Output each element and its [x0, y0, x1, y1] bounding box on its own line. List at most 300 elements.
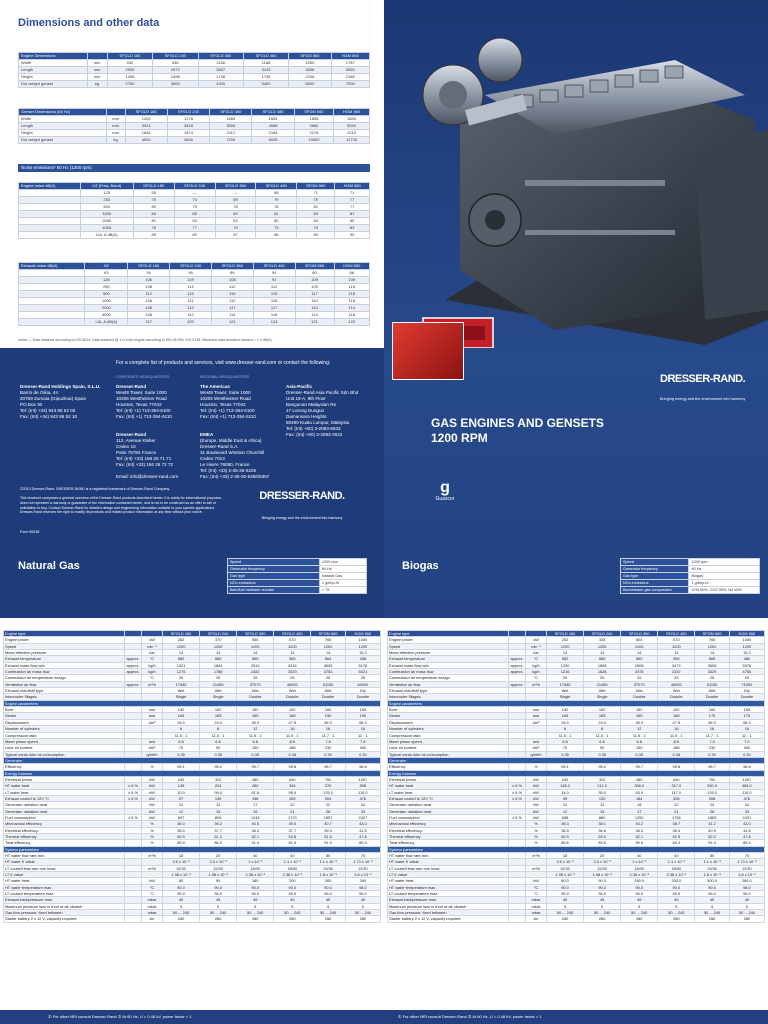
row-tolerance: ± 8 % — [509, 795, 526, 801]
table-cell: 165 — [274, 713, 311, 719]
table-cell: 1.8 x 10⁻³ — [695, 872, 729, 878]
table-cell: SFGLD 480 — [274, 631, 311, 637]
table-cell: 12 : 1 — [345, 732, 380, 738]
table-cell: 39.2 — [200, 821, 237, 827]
table-cell: 1200 — [237, 643, 274, 649]
row-label: Maximum pressure loss in front of air cleaner — [388, 903, 509, 909]
table-cell: 280 — [274, 916, 311, 922]
table-cell: Single — [200, 694, 237, 700]
row-label: Number of cylinders — [4, 726, 125, 732]
table-cell: 400 — [729, 745, 764, 751]
engine-noise-table — [18, 182, 370, 239]
table-cell: 47.8 — [729, 834, 764, 840]
bg-legend-table — [620, 558, 760, 594]
table-cell: 95.1 — [163, 764, 200, 770]
table-cell: 47.8 — [345, 834, 380, 840]
legend-key: Gas type — [621, 573, 689, 580]
table-cell: 14.0 — [547, 789, 584, 795]
table-cell: 71 — [297, 190, 335, 197]
column-header: SFGM 560 — [295, 263, 334, 270]
table-cell: 2.38 x 10⁻³ — [621, 872, 658, 878]
row-unit: kW — [526, 789, 547, 795]
table-cell: 322 — [200, 776, 237, 782]
table-cell: 77 — [174, 225, 215, 232]
contact-line: Fax: (Int) +33) 156 26 72 72 — [116, 462, 174, 467]
table-cell: 185 — [658, 745, 695, 751]
genset-dimensions-table — [18, 108, 370, 144]
row-unit: % — [526, 840, 547, 846]
table-cell: 53.8 — [274, 834, 311, 840]
table-cell: 3837 — [198, 67, 243, 74]
row-unit: kW — [142, 776, 163, 782]
table-cell: 40.9 — [695, 827, 729, 833]
table-cell: 91.9 — [311, 840, 345, 846]
table-cell: 658 — [547, 814, 584, 820]
exhaust-table-wrap — [18, 262, 370, 326]
contact-line[interactable]: Email: info@dresser-rand.com — [116, 474, 179, 479]
table-cell: Dry — [729, 688, 764, 694]
row-tolerance: ± 8 % — [509, 783, 526, 789]
row-unit: °C — [526, 891, 547, 897]
row-label: Displacement — [4, 719, 125, 725]
table-cell: 160 — [695, 707, 729, 713]
table-cell: 51150 — [311, 681, 345, 687]
table-cell: 400 — [345, 745, 380, 751]
table-cell: Wet — [584, 688, 621, 694]
table-cell: 190 — [311, 713, 345, 719]
table-cell: 0.35 — [274, 751, 311, 757]
table-cell: 304 — [311, 795, 345, 801]
table-cell — [19, 291, 85, 298]
table-row — [19, 123, 370, 130]
table-cell: 2210 — [334, 130, 370, 137]
table-cell: 18.0 — [547, 719, 584, 725]
table-cell: 152 — [658, 707, 695, 713]
row-tolerance: approx. — [509, 662, 526, 668]
table-cell: 55.0 — [658, 891, 695, 897]
table-cell: 390.0 — [695, 783, 729, 789]
table-cell: 55.0 — [621, 891, 658, 897]
table-cell: mm — [87, 60, 107, 67]
table-cell: 15.3 — [345, 650, 380, 656]
row-unit: kg/h — [526, 669, 547, 675]
column-header: SFGLD 360 — [198, 53, 243, 60]
table-cell: 14 — [621, 650, 658, 656]
table-cell: SFGM 560 — [311, 631, 345, 637]
section-label: Engine parameters — [4, 700, 381, 706]
table-cell: 55.0 — [584, 891, 621, 897]
contact-line: Fax: (Int) +1) 713-354-6110 — [200, 414, 256, 419]
natural-gas-page — [0, 618, 384, 1024]
row-unit: mm — [142, 707, 163, 713]
row-label: Total efficiency — [4, 840, 125, 846]
table-cell: 55.0 — [237, 891, 274, 897]
table-cell: Width — [19, 60, 88, 67]
row-label: Mechanical efficiency — [388, 821, 509, 827]
table-cell: 1458 — [107, 74, 152, 81]
row-unit: mm — [142, 713, 163, 719]
row-unit: kg/h — [526, 662, 547, 668]
table-cell: 78 — [133, 225, 174, 232]
table-row — [19, 232, 370, 239]
table-cell: 61.8 — [237, 789, 274, 795]
table-row — [19, 312, 370, 319]
row-label: Exhaust mass flow wet — [388, 662, 509, 668]
contact-line: Bangunan Malaysian Re — [286, 402, 337, 407]
row-label: Speed — [4, 643, 125, 649]
table-cell: 1040 — [729, 637, 764, 643]
table-cell: 50 ... 240 — [584, 910, 621, 916]
table-cell: 152 — [621, 707, 658, 713]
table-row — [19, 197, 370, 204]
table-cell: 1458 — [153, 74, 198, 81]
table-cell: 12/30 — [345, 865, 380, 871]
table-cell: 55.0 — [200, 891, 237, 897]
table-cell: 880 — [584, 814, 621, 820]
table-cell: 95.8 — [274, 764, 311, 770]
table-cell: 95.1 — [547, 764, 584, 770]
table-cell: 22 — [658, 802, 695, 808]
table-cell: 90.0 — [584, 878, 621, 884]
table-cell: 480 — [729, 656, 764, 662]
row-label: Typical mean lube oil consumption — [388, 751, 509, 757]
table-cell: 1874 — [167, 130, 209, 137]
row-unit: bar — [526, 650, 547, 656]
section-label: Energy balance — [388, 770, 765, 776]
table-cell: 2000 — [85, 305, 128, 312]
table-cell: 90 — [335, 232, 370, 239]
table-cell: 15 — [547, 853, 584, 859]
table-cell: 90.0 — [547, 884, 584, 890]
legend-row — [228, 573, 367, 580]
table-cell: 1684 — [252, 116, 294, 123]
table-cell: 12 — [163, 808, 200, 814]
row-tolerance — [509, 916, 526, 922]
table-cell: 45 — [311, 897, 345, 903]
table-cell: 50 ... 240 — [729, 910, 764, 916]
table-cell: 118 — [253, 312, 295, 319]
column-header: SFGLD 360 — [211, 263, 253, 270]
table-cell: 35.9 — [621, 719, 658, 725]
table-cell: 18/30 — [274, 865, 311, 871]
table-cell: 52.1 — [237, 834, 274, 840]
row-unit: mbar — [142, 897, 163, 903]
table-cell: 1.98 x 10⁻³ — [163, 872, 200, 878]
row-label: Combustion air temperature design — [388, 675, 509, 681]
table-cell: 280 — [345, 878, 380, 884]
table-cell: 476 — [729, 795, 764, 801]
table-cell: 40 — [658, 853, 695, 859]
table-cell: 946 — [153, 60, 198, 67]
table-cell: 90.0 — [584, 884, 621, 890]
table-cell: 1787 — [331, 60, 370, 67]
table-cell: 99 — [547, 795, 584, 801]
table-cell: 180.0 — [621, 878, 658, 884]
table-cell: 240 — [163, 776, 200, 782]
table-cell: 12 — [621, 726, 658, 732]
table-cell: 33 — [729, 808, 764, 814]
table-cell: 1040 — [345, 637, 380, 643]
table-cell: 56.3 — [695, 719, 729, 725]
table-cell: 78 — [215, 204, 256, 211]
table-cell: 0.35 — [163, 751, 200, 757]
table-cell: 14 — [163, 650, 200, 656]
table-cell: 0.30 — [729, 751, 764, 757]
row-unit: kW — [142, 878, 163, 884]
guascor-block — [430, 480, 460, 502]
cover-tagline: Bringing energy and the environment into harmony — [660, 397, 746, 401]
table-cell: 300 — [311, 878, 345, 884]
table-cell: 55.0 — [274, 891, 311, 897]
table-cell: 19 — [237, 808, 274, 814]
table-cell: Single — [547, 694, 584, 700]
legend-key: Biomethane gas composition — [621, 587, 689, 594]
table-cell: 765 — [695, 637, 729, 643]
table-cell: 18/30 — [237, 865, 274, 871]
table-cell: 120 — [170, 319, 212, 326]
engine-dimensions-table — [18, 52, 370, 88]
table-cell: 90.0 — [274, 884, 311, 890]
table-cell: 2178 — [294, 130, 333, 137]
table-cell: 91 — [253, 277, 295, 284]
table-cell: 232 — [695, 745, 729, 751]
row-label: Total efficiency — [388, 840, 509, 846]
contact-tagline: Bringing energy and the environment into harmony — [261, 516, 343, 520]
table-cell: 122 — [334, 319, 370, 326]
row-tolerance: ± 8 % — [509, 789, 526, 795]
table-cell: 11.5 : 1 — [163, 732, 200, 738]
table-cell: 55.0 — [345, 891, 380, 897]
table-cell — [19, 319, 85, 326]
table-cell: 11.5 : 1 — [237, 732, 274, 738]
table-cell: 10.0 — [163, 789, 200, 795]
table-cell: 130 — [584, 795, 621, 801]
table-cell: 90.0 — [163, 884, 200, 890]
table-cell: 18 — [621, 802, 658, 808]
table-cell: 11.7 : 1 — [311, 732, 345, 738]
table-cell: 3.3 x 10⁻³ — [584, 859, 621, 865]
table-cell: Double — [695, 694, 729, 700]
row-label: LT water heat — [388, 789, 509, 795]
table-cell: 2.38 x 10⁻³ — [274, 872, 311, 878]
table-cell — [19, 225, 81, 232]
table-cell: 112 — [253, 284, 295, 291]
table-cell: 1788 — [200, 669, 237, 675]
table-cell: 165 — [621, 713, 658, 719]
row-label: Bore — [388, 707, 509, 713]
table-cell: 46920 — [274, 681, 311, 687]
table-cell: 80 — [295, 270, 334, 277]
table-cell: 90.0 — [621, 884, 658, 890]
row-label: HT water heat — [388, 783, 509, 789]
table-cell: Dry weight genset — [19, 137, 107, 144]
row-label: Starter battery 2 x 12 V, capacity required — [388, 916, 509, 922]
table-cell: 145.0 — [547, 783, 584, 789]
table-cell: 0.35 — [547, 751, 584, 757]
row-unit: m³/h — [142, 853, 163, 859]
table-cell: 1857 — [311, 814, 345, 820]
table-cell: SFGLD 180 — [547, 631, 584, 637]
table-cell: Wet — [658, 688, 695, 694]
row-unit: % — [526, 834, 547, 840]
table-cell: 40.5 — [237, 821, 274, 827]
row-unit: dm³ — [142, 719, 163, 725]
table-cell: 5500 — [289, 81, 331, 88]
column-header: Genset Dimensions (60 Hz) — [19, 109, 107, 116]
table-cell: 7.0 — [695, 738, 729, 744]
table-cell: 500 — [85, 291, 128, 298]
row-tolerance: ± 5 % — [509, 814, 526, 820]
table-cell: 86.6 — [547, 840, 584, 846]
column-header: SFGM 560 — [294, 109, 333, 116]
table-cell: 585 — [200, 656, 237, 662]
table-row — [19, 284, 370, 291]
table-cell: 0.35 — [200, 751, 237, 757]
table-cell: 15.3 — [729, 650, 764, 656]
table-cell: 16 — [274, 726, 311, 732]
row-unit: kW — [526, 637, 547, 643]
row-unit: m³/h — [526, 865, 547, 871]
table-cell: 13 — [200, 802, 237, 808]
table-cell: 85.9 — [163, 840, 200, 846]
column-header: SFGLD 480 — [252, 109, 294, 116]
table-cell: 697 — [163, 814, 200, 820]
row-label: Efficiency — [4, 764, 125, 770]
table-cell: 117 — [211, 305, 253, 312]
table-cell: 1648 — [125, 130, 167, 137]
contact-line: PO Box 30 — [20, 402, 43, 407]
table-cell: 88 — [334, 270, 370, 277]
table-cell: 7200 — [210, 137, 252, 144]
row-label: Starter battery 2 x 12 V, capacity required — [4, 916, 125, 922]
row-label: Combustion air mass flow — [4, 669, 125, 675]
table-cell: 78 — [256, 204, 297, 211]
table-cell: 96.8 — [729, 764, 764, 770]
row-label: Compression ratio — [4, 732, 125, 738]
table-cell: 3550 — [331, 67, 370, 74]
table-cell: 555 — [658, 656, 695, 662]
table-cell: 56.3 — [729, 719, 764, 725]
table-cell: 68 — [256, 190, 297, 197]
table-cell: 90 — [200, 878, 237, 884]
table-cell: 10000 — [294, 137, 333, 144]
table-cell: 35.0 — [584, 789, 621, 795]
table-cell: 95.2 — [584, 764, 621, 770]
table-cell: 22 — [311, 802, 345, 808]
table-cell: 3605 — [311, 662, 345, 668]
contact-line: Tel: (Int) +60) 3-2093-6633 — [286, 426, 341, 431]
table-cell: 95.0 — [200, 789, 237, 795]
legend-key: Speed — [228, 559, 320, 566]
table-cell: 50 ... 240 — [163, 910, 200, 916]
contact-name: EMEA — [200, 432, 214, 437]
table-cell: 4.5 x 10⁻³ — [163, 859, 200, 865]
table-cell: 50 ... 240 — [695, 910, 729, 916]
row-unit: m³/h — [142, 865, 163, 871]
row-unit: % — [142, 840, 163, 846]
table-cell: 280 — [345, 916, 380, 922]
contact-line: 50490 Kuala Lumpur, Malaysia — [286, 420, 350, 425]
table-cell: 17 — [237, 802, 274, 808]
table-cell: 40 — [237, 853, 274, 859]
row-label: Mechanical efficiency — [4, 821, 125, 827]
row-unit: g/kWh — [142, 751, 163, 757]
row-label: HT water heat — [4, 783, 125, 789]
table-cell: 114 — [334, 305, 370, 312]
table-row — [19, 204, 370, 211]
table-cell: 1738 — [243, 74, 288, 81]
table-cell: kg — [106, 137, 125, 144]
table-cell: 1007 — [729, 776, 764, 782]
table-cell — [19, 190, 81, 197]
table-cell: 2.38 x 10⁻³ — [658, 872, 695, 878]
table-cell: 5 — [200, 903, 237, 909]
table-cell: 38.1 — [584, 821, 621, 827]
table-cell — [19, 284, 85, 291]
table-cell: 8 — [200, 726, 237, 732]
table-cell: 15/30 — [695, 865, 729, 871]
table-cell: 560 — [621, 656, 658, 662]
table-cell: Wet — [547, 688, 584, 694]
table-cell: 211.0 — [584, 783, 621, 789]
row-tolerance: approx. — [125, 669, 142, 675]
table-cell: 185 — [274, 745, 311, 751]
table-cell: 1.98 x 10⁻³ — [200, 872, 237, 878]
table-cell: 14 — [200, 650, 237, 656]
table-cell: 165 — [163, 713, 200, 719]
table-cell: 3416 — [274, 662, 311, 668]
row-label: Maximum pressure loss in front of air cleaner — [4, 903, 125, 909]
table-cell: 118 — [253, 298, 295, 305]
row-label: Electrical efficiency — [388, 827, 509, 833]
table-cell: 0.30 — [311, 751, 345, 757]
table-cell: 2.38 x 10⁻³ — [237, 872, 274, 878]
table-cell: 370 — [311, 783, 345, 789]
legend-row — [621, 587, 760, 594]
table-cell: 115 — [334, 284, 370, 291]
legend-key: Generator frequency — [228, 566, 320, 573]
table-cell: 90.0 — [695, 884, 729, 890]
table-row — [19, 270, 370, 277]
table-cell: 25 — [237, 675, 274, 681]
table-cell: 565 — [695, 656, 729, 662]
table-cell: Wet — [621, 688, 658, 694]
table-row — [19, 74, 370, 81]
table-row — [19, 116, 370, 123]
row-unit: dm³ — [142, 745, 163, 751]
table-cell: 50 — [695, 853, 729, 859]
table-cell: 370 — [200, 637, 237, 643]
row-label: Bore — [4, 707, 125, 713]
table-cell: 112 — [170, 305, 212, 312]
table-cell: 82 — [215, 211, 256, 218]
table-cell: 4765 — [729, 669, 764, 675]
table-cell: 145 — [163, 783, 200, 789]
table-cell: 4000 — [125, 137, 167, 144]
natural-gas-title: Natural Gas — [18, 560, 80, 572]
table-cell: 21450 — [200, 681, 237, 687]
row-label: LT K value — [388, 872, 509, 878]
table-cell: 117 — [253, 305, 295, 312]
table-cell: 1200 — [658, 643, 695, 649]
row-label: LT coolant flow rate min./max. — [4, 865, 125, 871]
table-cell: 6.6 — [547, 738, 584, 744]
table-cell: 1808 — [584, 662, 621, 668]
table-cell: 50 ... 240 — [621, 910, 658, 916]
table-cell: 55.0 — [695, 891, 729, 897]
table-cell: 15 — [200, 808, 237, 814]
table-cell: Length — [19, 67, 88, 74]
